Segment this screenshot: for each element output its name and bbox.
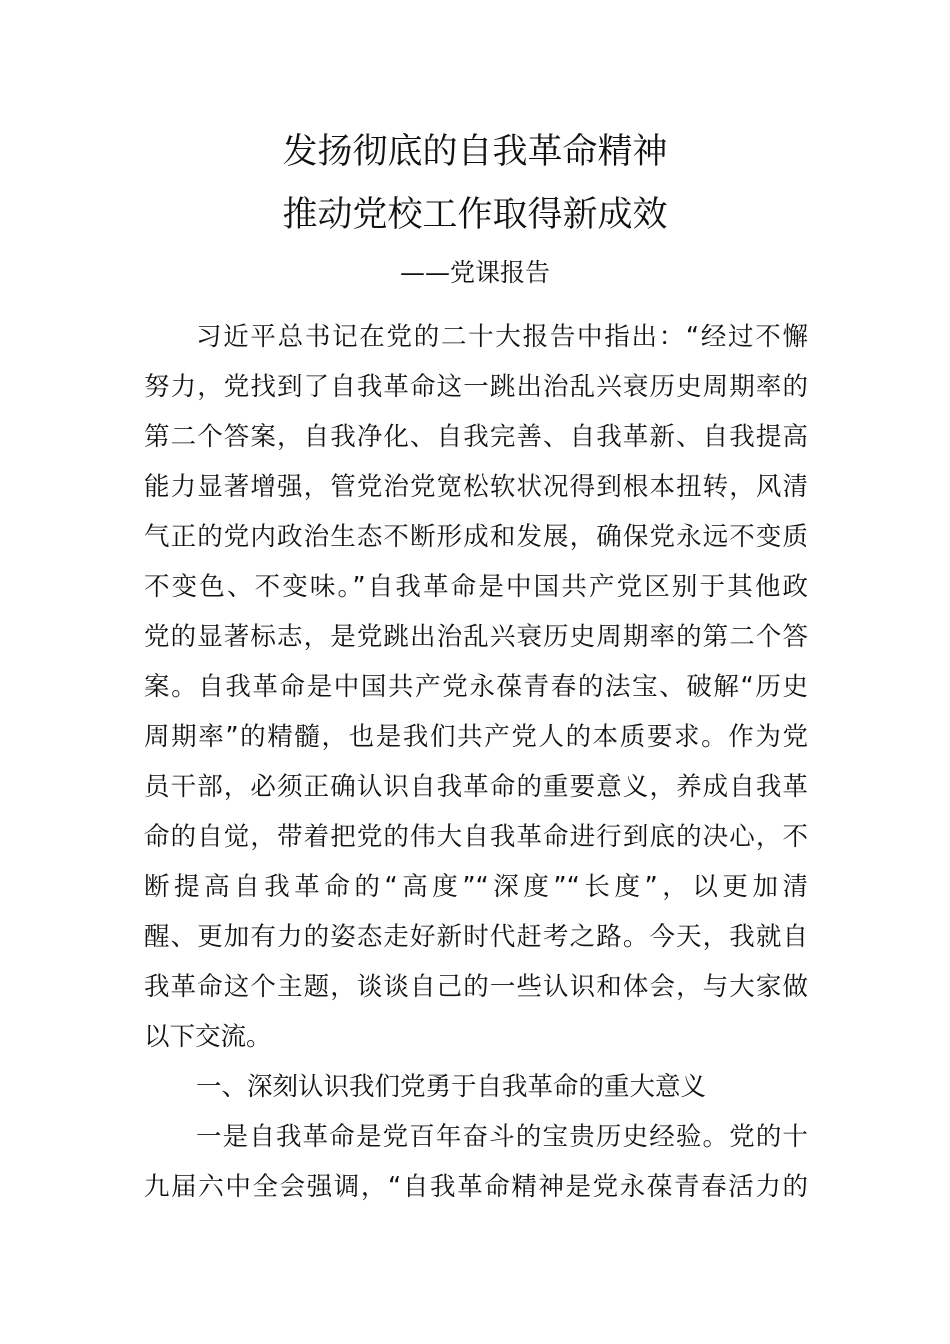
paragraph-line: 第二个答案，自我净化、自我完善、自我革新、自我提高 bbox=[144, 422, 808, 452]
paragraph-line: 一是自我革命是党百年奋斗的宝贵历史经验。党的十 bbox=[196, 1122, 808, 1152]
paragraph-line: 以下交流。 bbox=[144, 1022, 272, 1052]
paragraph-line: 周期率”的精髓，也是我们共产党人的本质要求。作为党 bbox=[144, 722, 808, 752]
paragraph-line: 党的显著标志，是党跳出治乱兴衰历史周期率的第二个答 bbox=[144, 622, 808, 652]
body-text bbox=[144, 312, 808, 1212]
paragraph-line: 九届六中全会强调，“自我革命精神是党永葆青春活力的 bbox=[144, 1172, 808, 1202]
paragraph-line: 醒、更加有力的姿态走好新时代赶考之路。今天，我就自 bbox=[144, 922, 808, 952]
paragraph-line: 不变色、不变味。”自我革命是中国共产党区别于其他政 bbox=[144, 572, 808, 602]
paragraph-line: 习近平总书记在党的二十大报告中指出：“经过不懈 bbox=[196, 322, 808, 352]
title-line-2: 推动党校工作取得新成效 bbox=[282, 195, 668, 235]
title-line-1: 发扬彻底的自我革命精神 bbox=[282, 132, 668, 172]
paragraph-line: 断提高自我革命的“高度”“深度”“长度”，以更加清 bbox=[144, 872, 808, 902]
paragraph-line: 努力，党找到了自我革命这一跳出治乱兴衰历史周期率的 bbox=[144, 372, 808, 402]
paragraph-line: 气正的党内政治生态不断形成和发展，确保党永远不变质 bbox=[144, 522, 808, 552]
paragraph-line: 能力显著增强，管党治党宽松软状况得到根本扭转，风清 bbox=[144, 472, 808, 502]
section-heading: 一、深刻认识我们党勇于自我革命的重大意义 bbox=[196, 1072, 707, 1102]
paragraph-line: 我革命这个主题，谈谈自己的一些认识和体会，与大家做 bbox=[144, 972, 808, 1002]
paragraph-line: 案。自我革命是中国共产党永葆青春的法宝、破解“历史 bbox=[144, 672, 808, 702]
subtitle: ——党课报告 bbox=[399, 258, 550, 287]
paragraph-line: 命的自觉，带着把党的伟大自我革命进行到底的决心，不 bbox=[144, 822, 808, 852]
paragraph-line: 员干部，必须正确认识自我革命的重要意义，养成自我革 bbox=[144, 772, 808, 802]
